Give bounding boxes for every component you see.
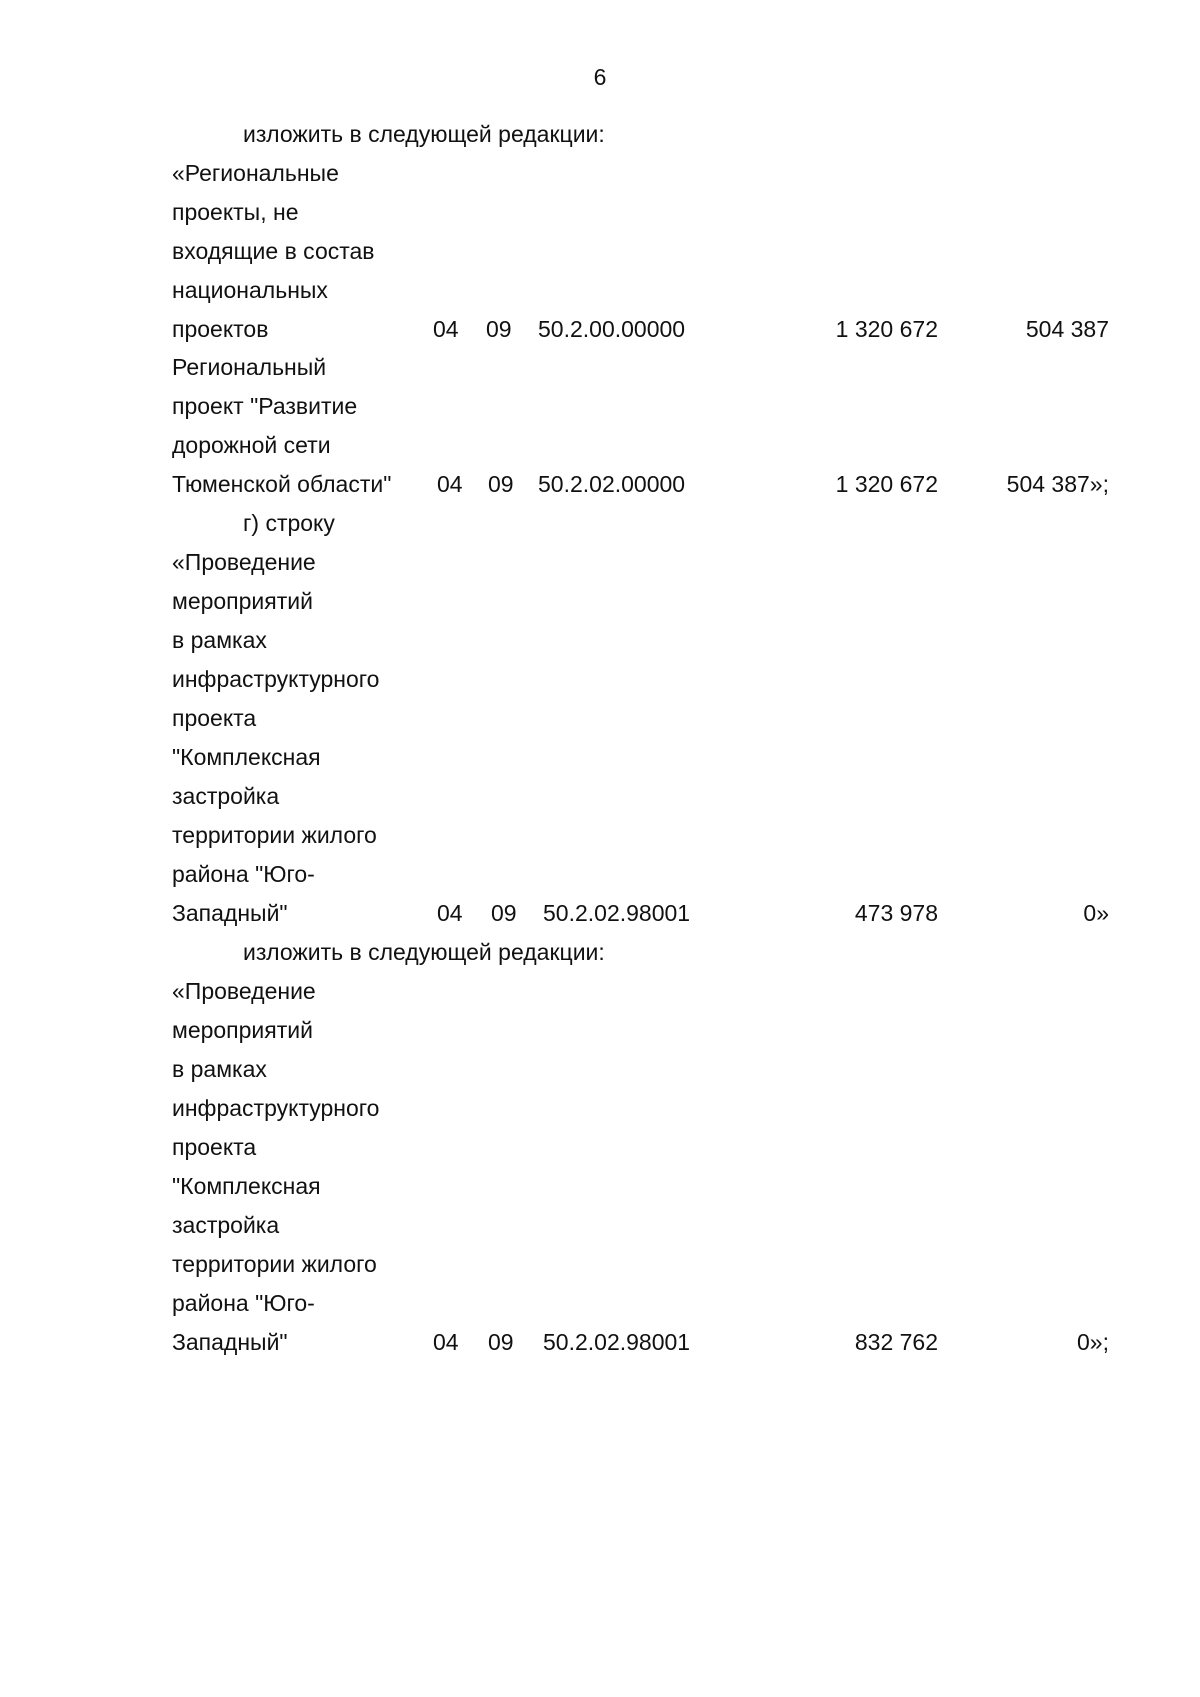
razdel-code: 04 bbox=[433, 1329, 459, 1355]
amount-first: 1 320 672 bbox=[835, 471, 938, 497]
amount-second: 504 387 bbox=[1025, 316, 1109, 342]
row-name-text: территории жилого bbox=[172, 822, 377, 848]
row-name-text: входящие в состав bbox=[172, 238, 375, 264]
podrazdel-code: 09 bbox=[491, 900, 517, 926]
table-row-name-line bbox=[0, 1126, 1200, 1168]
table-row-name-line bbox=[0, 385, 1200, 427]
target-article-code: 50.2.02.98001 bbox=[543, 1329, 691, 1355]
table-row-name-line bbox=[0, 814, 1200, 856]
table-row bbox=[0, 1321, 1200, 1363]
table-row-name-line bbox=[0, 191, 1200, 233]
row-name-text: «Проведение bbox=[172, 549, 316, 575]
table-row bbox=[0, 308, 1200, 350]
razdel-code: 04 bbox=[433, 316, 459, 342]
table-row-name-line bbox=[0, 1243, 1200, 1285]
podrazdel-code: 09 bbox=[488, 471, 514, 497]
row-name-text: «Региональные bbox=[172, 160, 339, 186]
row-name-text: застройка bbox=[172, 1212, 280, 1238]
table-row-name-line bbox=[0, 1048, 1200, 1090]
page-number: 6 bbox=[593, 64, 607, 90]
row-name-text: мероприятий bbox=[172, 1017, 313, 1043]
instruction-line bbox=[0, 502, 1200, 544]
table-row-name-line bbox=[0, 1204, 1200, 1246]
table-row-name-line bbox=[0, 269, 1200, 311]
instruction-text: изложить в следующей редакции: bbox=[243, 121, 605, 147]
row-name-text: Западный" bbox=[172, 1329, 288, 1355]
instruction-line bbox=[0, 113, 1200, 155]
table-row-name-line bbox=[0, 1087, 1200, 1129]
table-row-name-line bbox=[0, 1282, 1200, 1324]
row-name-text: Региональный bbox=[172, 354, 327, 380]
row-name-text: застройка bbox=[172, 783, 280, 809]
target-article-code: 50.2.02.98001 bbox=[543, 900, 691, 926]
row-name-text: национальных bbox=[172, 277, 328, 303]
amount-first: 832 762 bbox=[854, 1329, 938, 1355]
instruction-text: г) строку bbox=[243, 510, 335, 536]
podrazdel-code: 09 bbox=[488, 1329, 514, 1355]
target-article-code: 50.2.00.00000 bbox=[538, 316, 686, 342]
row-name-text: района "Юго- bbox=[172, 861, 315, 887]
amount-second: 0» bbox=[1083, 900, 1109, 926]
table-row bbox=[0, 892, 1200, 934]
table-row-name-line bbox=[0, 346, 1200, 388]
row-name-text: в рамках bbox=[172, 1056, 267, 1082]
table-row-name-line bbox=[0, 152, 1200, 194]
table-row-name-line bbox=[0, 853, 1200, 895]
row-name-text: в рамках bbox=[172, 627, 267, 653]
table-row-name-line bbox=[0, 230, 1200, 272]
instruction-line bbox=[0, 931, 1200, 973]
row-name-text: проекта bbox=[172, 1134, 257, 1160]
amount-first: 1 320 672 bbox=[835, 316, 938, 342]
amount-second: 504 387»; bbox=[1006, 471, 1109, 497]
table-row-name-line bbox=[0, 619, 1200, 661]
row-name-text: проекта bbox=[172, 705, 257, 731]
table-row-name-line bbox=[0, 775, 1200, 817]
table-row-name-line bbox=[0, 1165, 1200, 1207]
row-name-text: дорожной сети bbox=[172, 432, 331, 458]
row-name-text: «Проведение bbox=[172, 978, 316, 1004]
target-article-code: 50.2.02.00000 bbox=[538, 471, 686, 497]
table-row-name-line bbox=[0, 658, 1200, 700]
row-name-text: проекты, не bbox=[172, 199, 299, 225]
podrazdel-code: 09 bbox=[486, 316, 512, 342]
row-name-text: Западный" bbox=[172, 900, 288, 926]
amount-second: 0»; bbox=[1077, 1329, 1109, 1355]
amount-first: 473 978 bbox=[854, 900, 938, 926]
row-name-text: проектов bbox=[172, 316, 269, 342]
row-name-text: "Комплексная bbox=[172, 744, 321, 770]
table-row-name-line bbox=[0, 736, 1200, 778]
row-name-text: инфраструктурного bbox=[172, 666, 380, 692]
row-name-text: проект "Развитие bbox=[172, 393, 358, 419]
table-row-name-line bbox=[0, 970, 1200, 1012]
table-row bbox=[0, 463, 1200, 505]
table-row-name-line bbox=[0, 541, 1200, 583]
row-name-text: района "Юго- bbox=[172, 1290, 315, 1316]
table-row-name-line bbox=[0, 697, 1200, 739]
row-name-text: "Комплексная bbox=[172, 1173, 321, 1199]
razdel-code: 04 bbox=[437, 900, 463, 926]
table-row-name-line bbox=[0, 1009, 1200, 1051]
razdel-code: 04 bbox=[437, 471, 463, 497]
row-name-text: Тюменской области" bbox=[172, 471, 392, 497]
instruction-text: изложить в следующей редакции: bbox=[243, 939, 605, 965]
table-row-name-line bbox=[0, 580, 1200, 622]
row-name-text: инфраструктурного bbox=[172, 1095, 380, 1121]
row-name-text: территории жилого bbox=[172, 1251, 377, 1277]
table-row-name-line bbox=[0, 424, 1200, 466]
row-name-text: мероприятий bbox=[172, 588, 313, 614]
